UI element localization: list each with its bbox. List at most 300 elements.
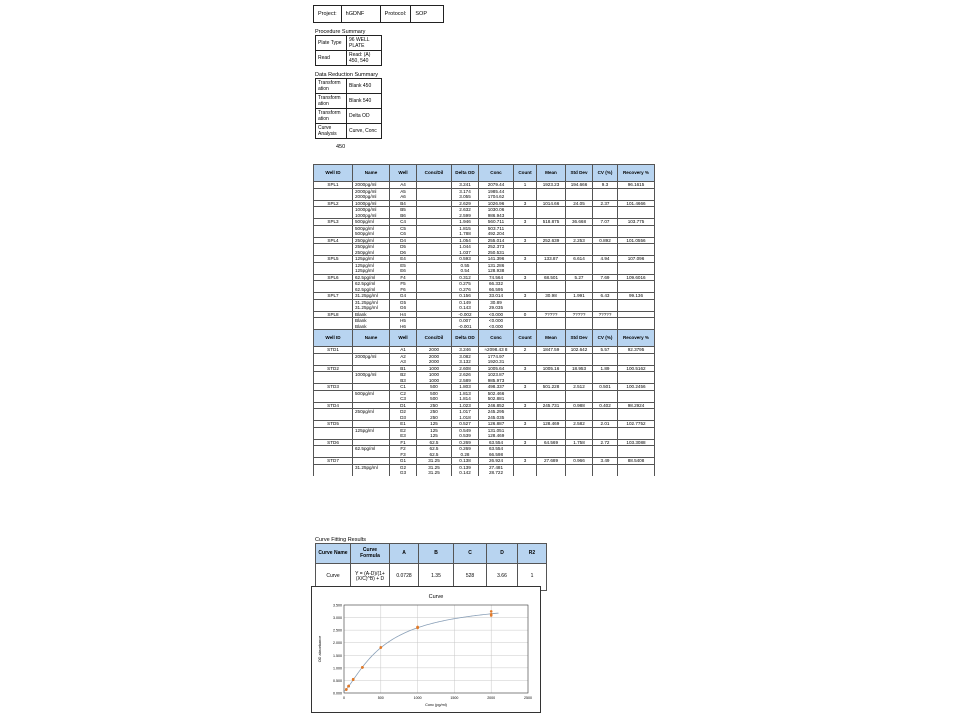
table-cell: 102.7752 xyxy=(618,421,655,428)
table-cell: 2 xyxy=(514,347,537,354)
table-header-row xyxy=(314,165,655,182)
table-cell: 1014.66 xyxy=(537,200,566,207)
data-point xyxy=(352,678,355,681)
table-cell: 3.49 xyxy=(593,458,618,465)
table-cell: 100.2456 xyxy=(618,384,655,391)
table-cell: 1.017 xyxy=(452,409,479,415)
table-cell xyxy=(514,470,537,476)
table-cell: 63.554 xyxy=(479,439,514,446)
table-cell: E5 xyxy=(390,262,417,268)
table-cell: F2 xyxy=(390,446,417,452)
table-cell: 125 xyxy=(417,433,452,439)
column-header: Recovery % xyxy=(618,330,655,347)
table-cell: 1920.31 xyxy=(479,359,514,365)
table-cell: 63.554 xyxy=(479,446,514,452)
chart-title: Curve xyxy=(428,594,444,600)
procedure-title: Procedure Summary xyxy=(315,29,366,35)
column-header: Conc xyxy=(479,165,514,182)
column-header: Well xyxy=(390,330,417,347)
table-cell: 3 xyxy=(514,458,537,465)
x-tick-label: 0 xyxy=(343,696,345,700)
table-cell: 128.469 xyxy=(479,433,514,439)
table-cell: 131.286 xyxy=(479,262,514,268)
table-cell: 245.295 xyxy=(479,409,514,415)
table-cell: 27.481 xyxy=(479,464,514,470)
column-header: Delta OD xyxy=(452,330,479,347)
x-tick-label: 2000 xyxy=(487,696,496,700)
column-header: Conc xyxy=(479,330,514,347)
table-cell: SPL3 xyxy=(314,219,353,226)
table-cell: 128.938 xyxy=(479,268,514,274)
table-cell: 501.228 xyxy=(537,384,566,391)
table-cell: Blank xyxy=(353,311,390,318)
table-cell: 0.149 xyxy=(452,299,479,305)
table-cell: H5 xyxy=(390,318,417,324)
table-cell: 1.044 xyxy=(452,244,479,250)
table-cell: 18.953 xyxy=(566,365,593,372)
table-cell: <0.000 xyxy=(479,318,514,324)
table-cell: B6 xyxy=(390,213,417,219)
table-cell: 101.4666 xyxy=(618,200,655,207)
table-cell: 560.711 xyxy=(479,219,514,226)
project-label: Project: xyxy=(314,6,342,23)
table-cell: 0.275 xyxy=(452,281,479,287)
table-cell: B4 xyxy=(390,200,417,207)
table-cell: 31.25 xyxy=(417,458,452,465)
column-header: CV (%) xyxy=(593,330,618,347)
table-cell: 1005.16 xyxy=(537,365,566,372)
table-cell: G3 xyxy=(390,470,417,476)
y-tick-label: 0.000 xyxy=(333,691,342,696)
table-cell: <0.000 xyxy=(479,311,514,318)
table-cell: 503.711 xyxy=(479,225,514,231)
curve-fit-table xyxy=(315,543,547,591)
summary-value: Blank 540 xyxy=(347,94,382,109)
data-point xyxy=(345,688,348,691)
table-cell: C4 xyxy=(390,219,417,226)
summary-value: Curve, Conc xyxy=(347,124,382,139)
table-cell: STD7 xyxy=(314,458,353,465)
table-cell: 6.614 xyxy=(566,256,593,263)
table-cell xyxy=(566,470,593,476)
table-cell: 2.632 xyxy=(452,207,479,213)
table-cell: 0.539 xyxy=(452,433,479,439)
table-cell: 250.531 xyxy=(479,250,514,256)
summary-row xyxy=(316,94,382,109)
table-cell: 3 xyxy=(514,402,537,409)
table-cell: D1 xyxy=(390,402,417,409)
table-cell: 1000 xyxy=(417,378,452,384)
table-cell: 245.035 xyxy=(479,415,514,421)
table-cell: 502.466 xyxy=(479,390,514,396)
table-cell: 131.051 xyxy=(479,427,514,433)
y-tick-label: 2.000 xyxy=(333,641,342,646)
curve-fit-title: Curve Fitting Results xyxy=(315,537,367,543)
table-cell: 62.5pg/ml xyxy=(353,281,390,287)
data-point xyxy=(490,610,493,613)
table-cell: 0.156 xyxy=(452,293,479,300)
table-cell: 0.527 xyxy=(452,421,479,428)
table-cell: 3 xyxy=(514,365,537,372)
column-header: Mean xyxy=(537,165,566,182)
table-cell: 1030.06 xyxy=(479,207,514,213)
summary-key: Plate Type xyxy=(316,36,347,51)
table-cell: 1000pg/ml xyxy=(353,372,390,378)
table-cell: 2.72 xyxy=(593,439,618,446)
table-header-row xyxy=(314,330,655,347)
table-cell: 102.642 xyxy=(566,347,593,354)
table-cell: E4 xyxy=(390,256,417,263)
table-cell: ????? xyxy=(593,311,618,318)
x-tick-label: 1500 xyxy=(450,696,459,700)
table-cell: 985.973 xyxy=(479,378,514,384)
table-cell: 3 xyxy=(514,200,537,207)
table-cell: 2000pg/ml xyxy=(353,194,390,200)
table-cell: 1704.62 xyxy=(479,194,514,200)
table-cell: 1.023 xyxy=(452,402,479,409)
table-cell: 29.035 xyxy=(479,305,514,311)
table-cell: 2.599 xyxy=(452,213,479,219)
fit-cell: 1 xyxy=(518,564,547,591)
table-cell: <0.000 xyxy=(479,324,514,330)
table-cell: 1.89 xyxy=(593,365,618,372)
table-cell: 500 xyxy=(417,384,452,391)
table-cell: 2.582 xyxy=(566,421,593,428)
table-cell: B3 xyxy=(390,378,417,384)
summary-key: Transform ation xyxy=(316,94,347,109)
table-cell: 3.241 xyxy=(452,182,479,189)
table-cell: 500pg/ml xyxy=(353,225,390,231)
table-cell: 1000 xyxy=(417,372,452,378)
table-cell: 1985.44 xyxy=(479,188,514,194)
table-cell: C6 xyxy=(390,231,417,237)
table-cell: 250pg/ml xyxy=(353,250,390,256)
summary-row xyxy=(316,51,382,66)
table-cell: B2 xyxy=(390,372,417,378)
table-cell: 74.564 xyxy=(479,274,514,281)
column-header: Delta OD xyxy=(452,165,479,182)
table-cell: 2.629 xyxy=(452,200,479,207)
table-cell: 103.775 xyxy=(618,219,655,226)
table-cell: 2000 xyxy=(417,353,452,359)
table-cell: 31.25pg/ml xyxy=(353,464,390,470)
fit-column-header: D xyxy=(487,544,518,564)
table-cell: 0.988 xyxy=(566,402,593,409)
table-cell: 3 xyxy=(514,256,537,263)
table-cell: 125pg/ml xyxy=(353,262,390,268)
table-cell: 101.0556 xyxy=(618,237,655,244)
table-cell: 500 xyxy=(417,390,452,396)
data-point xyxy=(490,613,493,616)
table-cell: D2 xyxy=(390,409,417,415)
table-cell: G6 xyxy=(390,305,417,311)
table-cell: 1023.87 xyxy=(479,372,514,378)
column-header: Name xyxy=(353,165,390,182)
table-cell: 3.082 xyxy=(452,353,479,359)
table-cell: STD1 xyxy=(314,347,353,354)
table-cell: 3 xyxy=(514,219,537,226)
table-cell: 64.569 xyxy=(537,439,566,446)
table-cell: G2 xyxy=(390,464,417,470)
table-cell: 1005.64 xyxy=(479,365,514,372)
table-cell: 0.55 xyxy=(452,262,479,268)
table-cell: 2.626 xyxy=(452,372,479,378)
table-cell: 30.89 xyxy=(479,299,514,305)
table-cell: 100.5162 xyxy=(618,365,655,372)
fit-curve xyxy=(344,613,498,691)
table-cell xyxy=(353,470,390,476)
table-cell: 1000pg/ml xyxy=(353,207,390,213)
table-cell: 255.014 xyxy=(479,237,514,244)
table-cell: 0.269 xyxy=(452,446,479,452)
table-cell: B1 xyxy=(390,365,417,372)
table-cell: C1 xyxy=(390,384,417,391)
table-cell: H4 xyxy=(390,311,417,318)
column-header: Count xyxy=(514,330,537,347)
table-cell: 0.139 xyxy=(452,464,479,470)
table-cell: A1 xyxy=(390,347,417,354)
table-cell: 9.3 xyxy=(593,182,618,189)
fit-column-header: Curve Formula xyxy=(351,544,390,564)
table-cell: 66.332 xyxy=(479,281,514,287)
results-table xyxy=(313,164,655,476)
reduction-title: Data Reduction Summary xyxy=(315,72,378,78)
y-tick-label: 3.500 xyxy=(333,603,342,608)
fit-column-header: A xyxy=(390,544,419,564)
column-header: Mean xyxy=(537,330,566,347)
table-cell: 24.05 xyxy=(566,200,593,207)
table-cell: 500 xyxy=(417,396,452,402)
table-cell: 107.096 xyxy=(618,256,655,263)
table-cell: 66.595 xyxy=(479,287,514,293)
x-tick-label: 1000 xyxy=(413,696,422,700)
fit-column-header: Curve Name xyxy=(316,544,351,564)
table-cell: 0.54 xyxy=(452,268,479,274)
table-cell: STD4 xyxy=(314,402,353,409)
table-cell: F6 xyxy=(390,287,417,293)
table-cell: 62.5pg/ml xyxy=(353,274,390,281)
table-cell: 62.5pg/ml xyxy=(353,446,390,452)
table-cell: 3.055 xyxy=(452,194,479,200)
table-cell: 1026.96 xyxy=(479,200,514,207)
y-axis-label: OD absorbance xyxy=(318,635,322,663)
y-tick-label: 3.000 xyxy=(333,616,342,621)
table-cell: F1 xyxy=(390,439,417,446)
table-cell: 31.25 xyxy=(417,470,452,476)
table-cell: G5 xyxy=(390,299,417,305)
table-cell: 125pg/ml xyxy=(353,268,390,274)
table-cell: E1 xyxy=(390,421,417,428)
table-cell: 92.3795 xyxy=(618,347,655,354)
table-cell: 62.5 xyxy=(417,439,452,446)
fit-column-header: R2 xyxy=(518,544,547,564)
table-cell: 2000 xyxy=(417,359,452,365)
table-cell: 2.608 xyxy=(452,365,479,372)
table-cell: 0.966 xyxy=(566,458,593,465)
table-cell: 0.007 xyxy=(452,318,479,324)
table-cell: 128.469 xyxy=(537,421,566,428)
x-tick-label: 2500 xyxy=(524,696,532,700)
table-cell: E6 xyxy=(390,268,417,274)
table-cell: Blank xyxy=(353,318,390,324)
table-cell: C5 xyxy=(390,225,417,231)
fit-column-header: B xyxy=(419,544,454,564)
table-cell: 126.887 xyxy=(479,421,514,428)
fit-cell: 0.0728 xyxy=(390,564,419,591)
plot-frame xyxy=(344,605,528,693)
table-cell: 125 xyxy=(417,421,452,428)
summary-value: 96 WELL PLATE xyxy=(347,36,382,51)
table-cell: SPL2 xyxy=(314,200,353,207)
table-cell: 26.924 xyxy=(479,458,514,465)
table-cell: 246.852 xyxy=(479,402,514,409)
table-cell: 1000pg/ml xyxy=(353,213,390,219)
table-cell: 1.946 xyxy=(452,219,479,226)
table-cell: F5 xyxy=(390,281,417,287)
y-tick-label: 1.500 xyxy=(333,653,342,658)
table-cell: 31.25pg/ml xyxy=(353,299,390,305)
table-cell: 3 xyxy=(514,439,537,446)
summary-key: Transform ation xyxy=(316,79,347,94)
table-cell: 5.57 xyxy=(593,347,618,354)
column-header: Recovery % xyxy=(618,165,655,182)
table-cell: SPL8 xyxy=(314,311,353,318)
table-cell: 141.396 xyxy=(479,256,514,263)
summary-key: Curve Analysis xyxy=(316,124,347,139)
table-cell: 3 xyxy=(514,421,537,428)
table-cell: ????? xyxy=(566,311,593,318)
summary-row xyxy=(316,79,382,94)
table-cell: 133.87 xyxy=(537,256,566,263)
table-cell: 62.5pg/ml xyxy=(353,287,390,293)
table-cell: 0.28 xyxy=(452,452,479,458)
table-cell: 62.5 xyxy=(417,452,452,458)
column-header: Well ID xyxy=(314,165,353,182)
table-cell: 2079.44 xyxy=(479,182,514,189)
table-cell: 250pg/ml xyxy=(353,244,390,250)
curve-chart xyxy=(311,586,541,713)
table-cell: ≈2098.43 8 xyxy=(479,347,514,354)
table-cell: 0.276 xyxy=(452,287,479,293)
table-cell: 7.07 xyxy=(593,219,618,226)
summary-value: Delta OD xyxy=(347,109,382,124)
table-cell: 1.813 xyxy=(452,390,479,396)
table-cell: 2000 xyxy=(417,347,452,354)
summary-value: Read: (A) 450, 540 xyxy=(347,51,382,66)
wavelength-label: 450 xyxy=(336,144,346,150)
column-header: Std Dev xyxy=(566,330,593,347)
table-cell: D6 xyxy=(390,250,417,256)
table-cell: 1.815 xyxy=(452,225,479,231)
data-point xyxy=(347,685,350,688)
table-cell: 36.668 xyxy=(566,219,593,226)
table-cell: 66.598 xyxy=(479,452,514,458)
table-cell: 6.43 xyxy=(593,293,618,300)
table-cell: 0.402 xyxy=(593,402,618,409)
table-cell: 103.3088 xyxy=(618,439,655,446)
table-cell: 2.253 xyxy=(566,237,593,244)
summary-value: Blank 450 xyxy=(347,79,382,94)
table-cell: 250pg/ml xyxy=(353,409,390,415)
table-cell: 1.991 xyxy=(566,293,593,300)
table-cell: 2.512 xyxy=(566,384,593,391)
column-header: Conc/Dil xyxy=(417,330,452,347)
table-cell: H6 xyxy=(390,324,417,330)
table-cell: G1 xyxy=(390,458,417,465)
table-cell: 1847.59 xyxy=(537,347,566,354)
table-cell: 125pg/ml xyxy=(353,256,390,263)
table-cell: SPL4 xyxy=(314,237,353,244)
table-cell: 2000pg/ml xyxy=(353,188,390,194)
table-cell: 252.639 xyxy=(537,237,566,244)
table-cell xyxy=(593,470,618,476)
fit-cell: 528 xyxy=(454,564,487,591)
table-cell: 96.1615 xyxy=(618,182,655,189)
table-cell: 250pg/ml xyxy=(353,237,390,244)
table-cell: 3.246 xyxy=(452,347,479,354)
table-cell: 99.136 xyxy=(618,293,655,300)
table-cell: 7.69 xyxy=(593,274,618,281)
fit-column-header: C xyxy=(454,544,487,564)
table-cell: 500pg/ml xyxy=(353,231,390,237)
table-cell: 1.788 xyxy=(452,231,479,237)
table-cell: 1000 xyxy=(417,365,452,372)
fit-header-row xyxy=(316,544,547,564)
column-header: Std Dev xyxy=(566,165,593,182)
table-cell: 109.6016 xyxy=(618,274,655,281)
table-cell: C3 xyxy=(390,396,417,402)
data-point xyxy=(416,627,419,630)
table-cell: G4 xyxy=(390,293,417,300)
reduction-table xyxy=(315,78,382,139)
table-cell: 245.731 xyxy=(537,402,566,409)
table-cell: 1 xyxy=(514,182,537,189)
table-cell: STD3 xyxy=(314,384,353,391)
table-cell: Blank xyxy=(353,324,390,330)
table-cell: -0.001 xyxy=(452,324,479,330)
table-cell: 502.881 xyxy=(479,396,514,402)
table-cell: 986.943 xyxy=(479,213,514,219)
column-header: Count xyxy=(514,165,537,182)
column-header: Name xyxy=(353,330,390,347)
table-cell: F4 xyxy=(390,274,417,281)
table-cell: D3 xyxy=(390,415,417,421)
table-cell: 0 xyxy=(514,311,537,318)
table-cell: 3 xyxy=(514,237,537,244)
table-cell: 1.054 xyxy=(452,237,479,244)
summary-key: Read xyxy=(316,51,347,66)
table-cell: 1923.23 xyxy=(537,182,566,189)
table-cell: 88.5408 xyxy=(618,458,655,465)
protocol-label: Protocol: xyxy=(380,6,411,23)
table-cell: 1.803 xyxy=(452,384,479,391)
table-cell: 28.722 xyxy=(479,470,514,476)
table-cell: 0.312 xyxy=(452,274,479,281)
table-cell: 0.892 xyxy=(593,237,618,244)
table-cell: SPL1 xyxy=(314,182,353,189)
x-axis-label: Conc (pg/ml) xyxy=(425,703,447,707)
table-cell: 498.337 xyxy=(479,384,514,391)
table-cell: 518.875 xyxy=(537,219,566,226)
table-cell xyxy=(314,470,353,476)
table-cell: 250 xyxy=(417,402,452,409)
column-header: CV (%) xyxy=(593,165,618,182)
table-cell: 125 xyxy=(417,427,452,433)
project-value: hGDNF xyxy=(341,6,380,23)
column-header: Well xyxy=(390,165,417,182)
y-tick-label: 0.500 xyxy=(333,678,342,683)
table-cell: 3 xyxy=(514,293,537,300)
